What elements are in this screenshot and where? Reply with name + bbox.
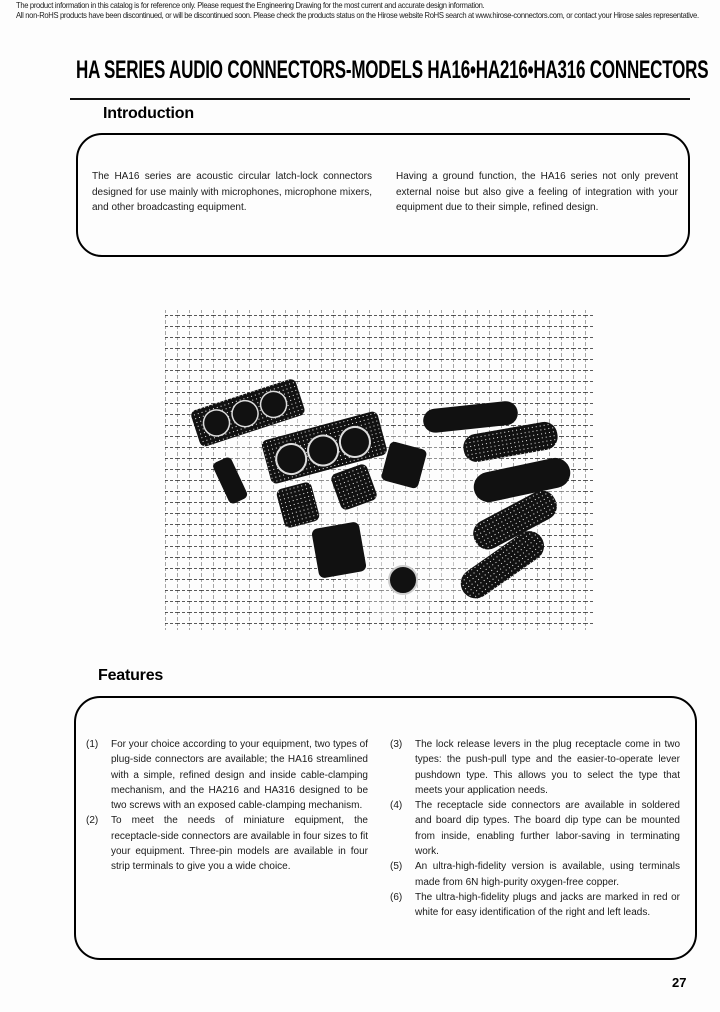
feature-item-4 bbox=[390, 798, 680, 859]
feature-number: (4) bbox=[390, 800, 403, 812]
feature-number: (6) bbox=[390, 891, 403, 903]
introduction-left-text: The HA16 series are acoustic circular latch-lock connectors designed for use mainly with microphones, microphone mixers, and other broadcasting equipment. bbox=[92, 171, 372, 213]
features-right-column bbox=[390, 737, 680, 921]
feature-number: (3) bbox=[390, 739, 403, 750]
introduction-right-text: Having a ground function, the HA16 series not only prevent external noise but also give a feeling of integration with your equipment due to their simple, refined design. bbox=[396, 171, 678, 213]
feature-number: (2) bbox=[86, 815, 99, 827]
feature-item-1 bbox=[86, 737, 368, 813]
feature-text: An ultra-high-fidelity version is available, using terminals made from 6N high-purity oxygen-free copper. bbox=[415, 861, 680, 888]
feature-text: For your choice according to your equipment, two types of plug-side connectors are available; the HA16 streamlined with a simple, refined design and inside cable-clamping mechanism, and the HA216 and HA316 designed to be two screws with an exposed cable-clamping mechanism. bbox=[111, 739, 368, 812]
page-number: 27 bbox=[672, 975, 687, 990]
page-title: HA SERIES AUDIO CONNECTORS-MODELS HA16•HA216•HA316 CONNECTORS bbox=[76, 56, 709, 84]
introduction-heading: Introduction bbox=[103, 105, 194, 122]
catalog-notice bbox=[16, 1, 699, 21]
feature-item-5 bbox=[390, 859, 680, 890]
title-divider bbox=[70, 98, 690, 100]
feature-text: The ultra-high-fidelity plugs and jacks are marked in red or white for easy identification of the right and left leads. bbox=[415, 891, 680, 919]
feature-text: The lock release levers in the plug receptacle come in two types: the push-pull type and the easier-to-operate lever pushdown type. This allows you to select the type that meets your application needs. bbox=[415, 739, 680, 796]
connectors-image bbox=[165, 310, 595, 630]
introduction-left-column bbox=[92, 169, 372, 216]
feature-number: (5) bbox=[390, 861, 403, 873]
notice-line-1: The product information in this catalog is for reference only. Please request the Engineering Drawing for the most current and accurate design information. bbox=[16, 1, 485, 10]
feature-text: To meet the needs of miniature equipment, the receptacle-side connectors are available in four sizes to fit your equipment. Three-pin models are available in four strip terminals to give you a wide choice. bbox=[111, 815, 368, 873]
notice-line-2: All non-RoHS products have been discontinued, or will be discontinued soon. Please check the products status on the Hirose website RoHS search at www.hirose-connectors.com, or contact your Hirose sales representative. bbox=[16, 11, 699, 20]
feature-number: (1) bbox=[86, 739, 99, 750]
feature-item-3 bbox=[390, 737, 680, 798]
feature-text: The receptacle side connectors are available in soldered and board dip types. The board dip type can be mounted from inside, enabling further labor-saving in terminating work. bbox=[415, 800, 680, 858]
feature-item-2 bbox=[86, 813, 368, 874]
product-photo bbox=[165, 310, 595, 630]
features-left-column bbox=[86, 737, 368, 875]
feature-item-6 bbox=[390, 890, 680, 921]
features-heading: Features bbox=[98, 667, 164, 684]
introduction-right-column bbox=[396, 169, 678, 216]
